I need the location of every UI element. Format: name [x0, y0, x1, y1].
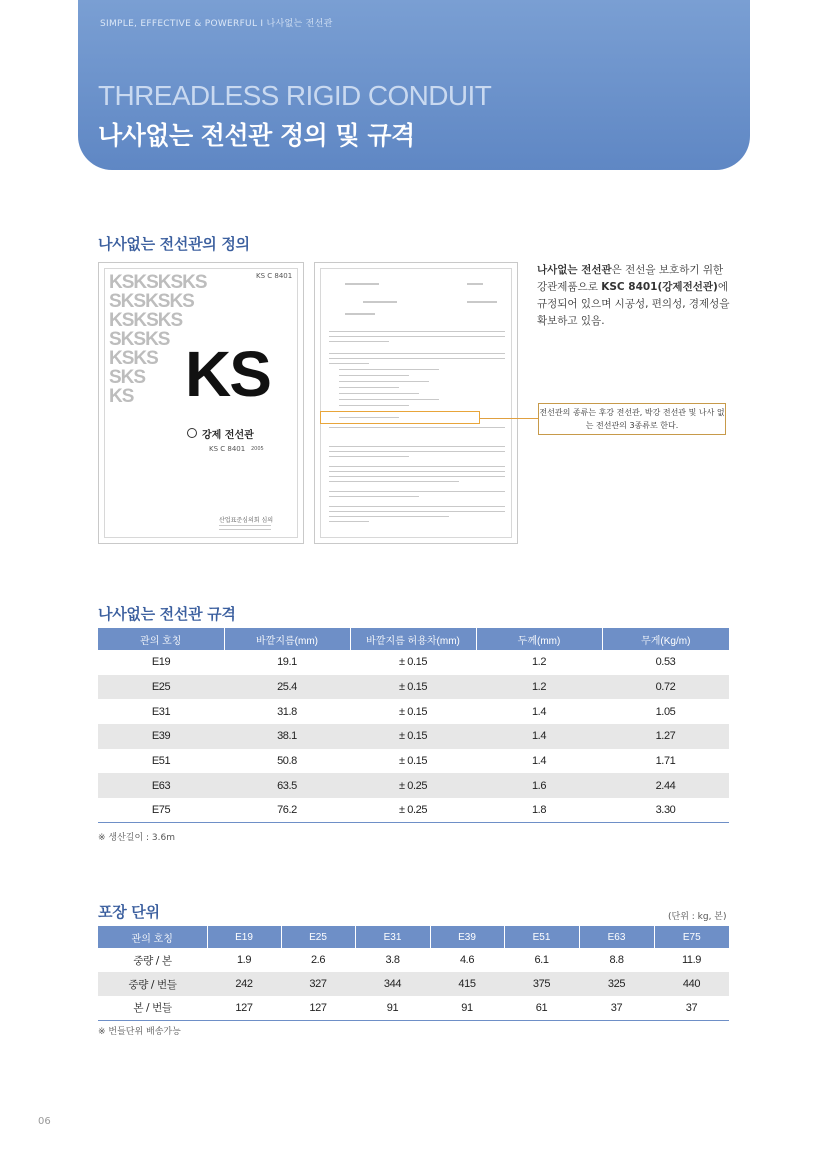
table-row: E75 76.2 ± 0.25 1.8 3.30 [98, 798, 729, 823]
header-tagline: SIMPLE, EFFECTIVE & POWERFUL I 나사없는 전선관 [100, 19, 333, 29]
definition-description: 나사없는 전선관은 전선을 보호하기 위한 강관제품으로 KSC 8401(강제전선관)에 규정되어 있으며 시공성, 편의성, 경제성을 확보하고 있음. [537, 264, 730, 327]
page-number: 06 [38, 1116, 51, 1127]
table-row: E25 25.4 ± 0.15 1.2 0.72 [98, 675, 729, 700]
pkg-col-header: 관의 호칭 [98, 926, 207, 948]
cover-product: 강제 전선관 [202, 430, 254, 441]
table-row: E31 31.8 ± 0.15 1.4 1.05 [151, 705, 676, 718]
spec-col-header: 바깥지름(mm) [224, 628, 350, 650]
ks-logo: KS [185, 338, 270, 410]
pkg-col-header: E25 [281, 926, 355, 948]
callout-text: 전선관의 종류는 후강 전선관, 박강 전선관 및 나사 없는 전선관의 3종류로 한다. [538, 403, 726, 435]
table-row: 중량 / 번들 242 327 344 415 375 325 440 [98, 972, 729, 996]
pkg-col-header: E19 [207, 926, 281, 948]
table-row: 중량 / 본 1.9 2.6 3.8 4.6 6.1 8.8 11.9 [133, 954, 701, 967]
packaging-table [98, 926, 729, 1021]
ks-pattern-line: KSKS [109, 348, 158, 369]
ks-standard-document [314, 262, 518, 544]
ks-pattern-line: KS [109, 386, 134, 407]
packaging-note: ※ 번들단위 배송가능 [98, 1027, 181, 1037]
title-english: THREADLESS RIGID CONDUIT [98, 80, 492, 111]
spec-col-header: 관의 호칭 [98, 628, 224, 650]
cover-code-year: KS C 8401 [209, 445, 246, 453]
title-korean: 나사없는 전선관 정의 및 규격 [98, 121, 415, 150]
table-row: E19 19.1 ± 0.15 1.2 0.53 [151, 656, 676, 669]
packaging-unit: (단위 : kg, 본) [668, 912, 727, 922]
ks-pattern-line: KSKSKSKS [109, 272, 207, 293]
spec-col-header: 두께(mm) [476, 628, 602, 650]
definition-title: 나사없는 전선관의 정의 [98, 235, 250, 253]
ks-cover-document [98, 262, 304, 544]
pkg-col-header: E75 [654, 926, 729, 948]
cover-publisher: 산업표준심의회 심의 [219, 517, 274, 524]
pkg-col-header: E51 [504, 926, 579, 948]
spec-col-header: 바깥지름 허용차(mm) [350, 628, 476, 650]
cover-code: KS C 8401 [256, 272, 293, 280]
ks-mark-icon [187, 428, 197, 438]
cover-year: 2005 [251, 446, 264, 452]
pkg-col-header: E63 [579, 926, 654, 948]
spec-col-header: 무게(Kg/m) [602, 628, 729, 650]
ks-pattern-line: SKSKS [109, 329, 170, 350]
spec-table [98, 628, 729, 823]
ks-pattern-line: SKSKSKS [109, 291, 194, 312]
packaging-title: 포장 단위 [98, 903, 160, 921]
pkg-col-header: E31 [355, 926, 430, 948]
spec-title: 나사없는 전선관 규격 [98, 605, 236, 623]
table-row: 본 / 번들 127 127 91 91 61 37 37 [98, 996, 729, 1020]
callout-connector [480, 418, 538, 419]
table-row: E51 50.8 ± 0.15 1.4 1.71 [151, 755, 676, 768]
ks-pattern-line: KSKSKS [109, 310, 183, 331]
spec-note: ※ 생산길이 : 3.6m [98, 833, 176, 843]
ks-pattern-line: SKS [109, 367, 146, 388]
table-row: E39 38.1 ± 0.15 1.4 1.27 [98, 724, 729, 749]
table-row: E63 63.5 ± 0.25 1.6 2.44 [98, 773, 729, 798]
pkg-col-header: E39 [430, 926, 504, 948]
highlight-box [320, 411, 480, 424]
page-header [78, 0, 750, 170]
